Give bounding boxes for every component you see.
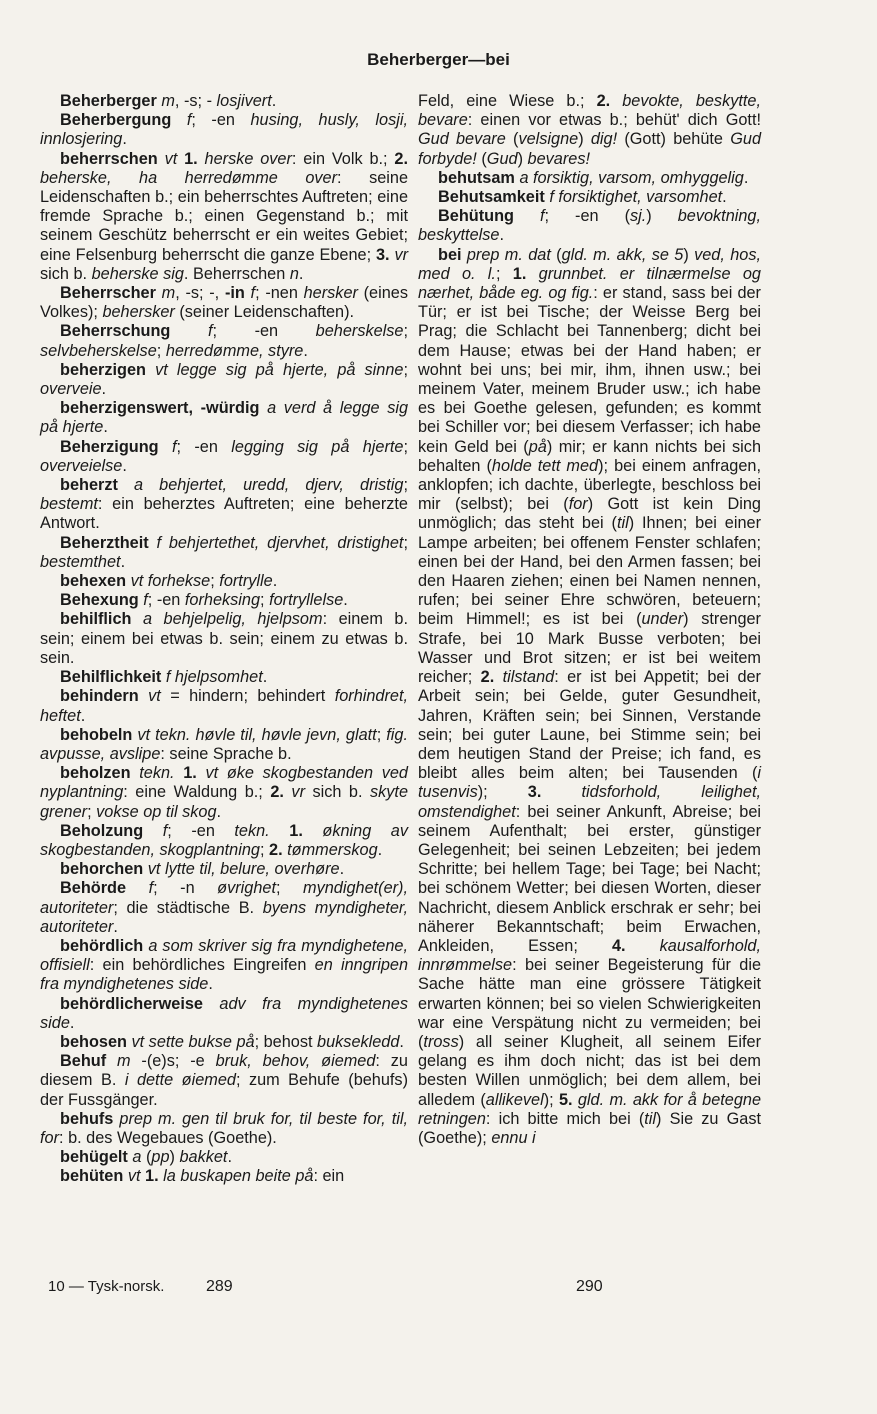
italic-gloss: gld. m. akk for å betegne retningen [418,1090,762,1128]
italic-gloss: overveielse [40,456,123,475]
entry-text: ( [141,1148,152,1167]
entry-text [126,879,149,897]
italic-gloss: f [148,879,154,898]
entry-text: ; [156,341,166,360]
headword: 2. [394,149,408,168]
headword: behördlich [60,936,144,955]
entry-text [514,207,540,225]
dictionary-entry [40,92,408,111]
italic-gloss: f [207,322,213,341]
dictionary-entry [40,150,408,284]
italic-gloss: a forsiktig, varsom, omhyggelig [519,168,744,187]
entry-text: : seine Sprache b. [160,744,292,763]
entry-text [175,764,184,782]
entry-text: ; [260,591,270,610]
italic-gloss: f [171,437,177,456]
entry-text: . [227,1148,232,1167]
entry-text: ) [683,245,695,264]
italic-gloss: m [116,1052,131,1071]
entry-text: : er ist bei Appetit; bei der Arbeit sein; bei Gelde, guter Gesundheit, Jahren, Kräften sein; bei Sinnen, Verstande sein; bei guter Laune, bei Stimme sein; bei dem heutigen Stand der Preise; ich fand, es bleibt alles beim alten; bei Tausenden ( [418,668,761,783]
italic-gloss: til [644,1109,657,1128]
entry-text [146,361,155,379]
headword: 2. [596,92,611,110]
italic-gloss: byens myndigheter, autoriteter [40,898,408,936]
italic-gloss: legging sig på hjerte [231,437,404,456]
entry-text: ); [477,783,528,802]
footer-signature: 10 — Tysk-norsk. [48,1278,165,1295]
dictionary-entry [418,246,761,1149]
entry-text: . [271,92,277,110]
entry-text: ) mir; er kann nichts bei sich behalten ( [418,437,761,475]
entry-text: . [743,168,749,187]
entry-text: ) [578,130,591,149]
italic-gloss: f [186,111,192,130]
entry-text: : eine Waldung b.; [123,783,271,802]
entry-text: (seiner Leidenschaften). [174,303,355,322]
entry-text: : bei seiner Begeisterung für die Sache hätte man eine grössere Tätigkeit erwarten können; bei so vielen Schwierigkeiten war eine Verspätung nicht zu vermeiden; bei ( [418,956,761,1051]
entry-text: sich b. [40,264,92,283]
headword: 4. [611,936,626,955]
entry-text: : seine Leidenschaften b.; ein beherrschtes Auftreten; eine fremde Sprache b.; einen Gegenstand b.; mit seinem Geschütz beherrscht er ein weites Gebiet; eine Felsenburg beherrscht die ganze Ebene; [40,168,408,264]
headword: Beherberger [60,92,157,110]
entry-text: . [399,1032,404,1051]
headword: Beherztheit [60,533,149,552]
entry-text: . [122,456,127,475]
headword: behosen [60,1032,127,1051]
entry-text [158,150,165,168]
italic-gloss: f [162,821,168,840]
headword: beherzigenswert, -würdig [60,399,260,418]
entry-text: : ein Volk b.; [291,149,395,168]
headword: 3. [527,783,542,802]
italic-gloss: i tusenvis [418,764,761,802]
italic-gloss: i dette øiemed [124,1071,236,1090]
italic-gloss: losjivert [216,92,272,110]
dictionary-entry [40,476,408,534]
entry-text: ( [505,130,519,149]
headword: behindern [60,687,139,706]
entry-text: ; [403,476,408,495]
italic-gloss: forheksing [184,591,261,610]
entry-text: ) [646,207,678,226]
running-head: Beherberger—bei [367,50,510,69]
entry-text [118,476,134,494]
italic-gloss: under [641,610,684,629]
italic-gloss: a som skriver sig fra myndighetene, offisiell [40,936,408,975]
entry-text: , -s; - [174,92,217,110]
italic-gloss: adv fra myndighetenes side [40,994,408,1032]
italic-gloss: på [528,437,547,456]
italic-gloss: behersker [102,303,175,322]
italic-gloss: allikevel [485,1090,544,1109]
dictionary-entry [40,995,408,1033]
headword: 2. [269,840,283,859]
entry-text: ) Ihnen; bei einer Lampe arbeiten; bei offenem Fenster schlafen; einen bei der Hand, bei den Armen fassen; bei den Haaren ziehen; einen bei Namen nennen, rufen; bei seiner Ehre schwören, beteuern; beim Himmel!; es ist bei ( [418,514,761,629]
italic-gloss: la buskapen beite på [163,1167,314,1186]
italic-gloss: vt tekn. høvle til, høvle jevn, glatt [137,725,377,744]
dictionary-entry [40,764,408,822]
italic-gloss: vt [148,687,161,706]
italic-gloss: a behjertet, uredd, djerv, dristig [134,476,404,495]
italic-gloss: vt øke skogbestanden ved nyplantning [40,764,408,802]
entry-text [610,92,622,110]
dictionary-entry [418,188,761,207]
italic-gloss: fortrylle [219,572,273,591]
entry-text: ; -nen [255,284,304,303]
headword: behorchen [60,860,144,879]
entry-text: ( [550,245,562,264]
entry-text: . [303,341,308,360]
entry-text: Feld, eine Wiese b.; [418,92,597,110]
entry-text [139,687,148,705]
headword: Beherzigung [60,437,159,456]
entry-text: ) Sie zu Gast (Goethe); [418,1109,761,1147]
headword: behobeln [60,725,133,744]
headword: behügelt [60,1148,128,1167]
italic-gloss: bestemthet [40,552,121,571]
entry-text: . [272,572,278,591]
italic-gloss: gld. m. akk, se 5 [561,245,684,264]
entry-text: . [208,975,213,994]
headword: Behutsamkeit [438,188,545,207]
headword: 5. [558,1090,573,1109]
italic-gloss: bestemt [40,495,98,514]
headword: Behütung [438,207,514,226]
headword: behutsam [438,168,515,187]
entry-text: : einen vor etwas b.; behüt' dich Gott! [467,111,761,130]
italic-gloss: herredømme, styre [165,341,304,360]
italic-gloss: forhindret, heftet [40,687,408,725]
entry-text: . [262,668,268,687]
headword: behufs [60,1109,114,1128]
dictionary-entry [40,399,408,437]
entry-text: ) [169,1148,180,1167]
entry-text [259,399,267,417]
entry-text: ; [403,322,408,341]
entry-text [626,937,660,955]
headword: Beherrscher [60,284,156,303]
italic-gloss: prep m. dat [466,245,551,264]
entry-text: ); bei einem anfragen, anklopfen; ich dachte, überlegte, beschloss bei mir (selbst); bei ( [418,456,761,514]
italic-gloss: øvrighet [217,879,276,898]
italic-gloss: bevoktning, beskyttelse [418,207,762,245]
entry-text: ; -en [167,821,235,840]
headword: bei [438,245,462,264]
italic-gloss: m [161,284,176,303]
italic-gloss: beherskelse [315,322,404,341]
dictionary-entry [40,284,408,322]
dictionary-entry [40,591,408,610]
dictionary-entry [418,92,761,169]
italic-gloss: tidsforhold, leilighet, omstendighet [418,783,762,821]
italic-gloss: a verd å legge sig på hjerte [40,399,409,437]
entry-text: ; -en [147,591,185,610]
headword: 1. [289,821,303,840]
italic-gloss: Gud bevare [418,130,506,149]
entry-text: ; [403,437,409,456]
italic-gloss: f forsiktighet, varsomhet [549,188,723,207]
dictionary-entry [40,860,408,879]
italic-gloss: bevokte, beskytte, bevare [418,92,761,130]
italic-gloss: pp [151,1148,170,1167]
entry-text: ; behost [254,1032,318,1051]
italic-gloss: overveie [40,380,102,399]
headword: behördlicherweise [60,994,203,1013]
italic-gloss: til [616,514,629,533]
entry-text: : ich bitte mich bei ( [485,1109,645,1128]
italic-gloss: bakket [179,1148,228,1167]
left-column [40,92,408,1187]
italic-gloss: bruk, behov, øiemed [215,1052,376,1071]
dictionary-entry [418,207,761,245]
entry-text: ; [495,264,513,283]
italic-gloss: a [132,1148,142,1167]
entry-text [170,322,208,340]
italic-gloss: vt forhekse [130,572,211,591]
headword: Beholzung [60,821,144,840]
headword: behexen [60,572,127,591]
italic-gloss: a behjelpelig, hjelpsom [142,610,323,629]
italic-gloss: grunnbet. er tilnærmelse og nærhet, både eg. og fig. [418,264,761,303]
headword: beherzt [60,476,118,495]
dictionary-entry [40,610,408,668]
entry-text: ; [87,802,97,821]
entry-text: . [101,380,107,399]
entry-text: . [120,552,126,571]
headword: Behuf [60,1052,107,1071]
italic-gloss: en inngripen fra myndighetenes side [40,956,408,994]
italic-gloss: myndighet(er), autoriteter [40,879,408,917]
italic-gloss: buksekledd [317,1032,400,1051]
headword: beherzigen [60,360,146,379]
italic-gloss: for [568,495,588,514]
dictionary-entry [40,726,408,764]
headword: 2. [480,668,495,687]
entry-text: . [103,418,108,437]
italic-gloss: tilstand [502,668,555,687]
entry-text [131,610,143,628]
italic-gloss: dig! [590,130,618,149]
right-page-number: 290 [576,1278,603,1295]
entry-text: : ein beherztes Auftreten; eine beherzte Antwort. [40,495,408,533]
headword: 1. [183,764,197,783]
italic-gloss: bevares! [527,149,590,168]
italic-gloss: holde tett med [491,456,599,475]
headword: beholzen [60,764,131,783]
entry-text: (Gott) behüte [617,130,731,149]
italic-gloss: vt [164,149,178,168]
entry-text [198,150,205,168]
dictionary-entry [40,438,408,476]
entry-text: . [69,1013,75,1032]
entry-text: . [80,706,86,725]
italic-gloss: vr [394,245,408,264]
headword: behilflich [60,610,132,629]
entry-text [171,111,187,129]
italic-gloss: tekn. [139,764,175,783]
italic-gloss: fortryllelse [269,591,344,610]
italic-gloss: sj. [630,207,647,226]
entry-text: . Beherrschen [183,264,290,283]
italic-gloss: beherske, ha herredømme over [40,168,338,187]
entry-text: ; -en [191,111,251,130]
italic-gloss: vt legge sig på hjerte, på sinne [155,360,404,379]
italic-gloss: vt sette bukse på [131,1032,255,1051]
italic-gloss: Gud [486,149,518,168]
entry-text: : zu diesem B. [40,1052,408,1090]
entry-text: . [722,188,727,207]
entry-text: ; [259,840,270,859]
entry-text: . [377,840,383,859]
entry-text [526,265,538,283]
dictionary-entry [40,1033,408,1052]
italic-gloss: skyte grener [40,783,409,821]
dictionary-entry [40,111,408,149]
entry-text: . [122,130,127,149]
dictionary-entry [40,534,408,572]
entry-text: . [216,802,222,821]
entry-text [203,995,219,1013]
entry-text: ; -en [212,322,316,341]
headword: 1. [145,1167,159,1186]
entry-text: ; -n [153,879,218,898]
entry-text: : b. des Wegebaues (Goethe). [59,1128,277,1147]
italic-gloss: ennu i [491,1128,536,1147]
italic-gloss: f behjertethet, djervhet, dristighet [156,533,404,552]
dictionary-entry [40,1052,408,1110]
italic-gloss: prep m. gen til bruk for, til beste for, til, for [40,1109,408,1147]
italic-gloss: Gud forbyde! [418,130,761,168]
italic-gloss: selvbeherskelse [40,341,157,360]
entry-text: . [343,591,348,610]
entry-text [159,438,172,456]
entry-text: ) [517,149,528,168]
dictionary-entry [40,1167,408,1186]
headword: 2. [270,783,284,802]
headword: behüten [60,1167,124,1186]
headword: Beherbergung [60,111,172,130]
entry-text: : bei seiner Ankunft, Abreise; bei seinem Aufenthalt; bei erster, günstiger Gelegenheit; bei seinen Lebzeiten; bei jedem Schritte; bei hellem Tage; bei Tage; bei Nacht; bei schönem Wetter; bei diesen Worten, dieser Nachricht, diesem Anblick erschrak er sehr; bei näherer Bekanntschaft; beim Erwachen, Ankleiden, Essen; [418,802,761,955]
entry-text: ( [476,149,487,168]
entry-text: : er stand, sass bei der Tür; er ist bei Tische; der Weisse Berg bei Prag; die Schlacht bei Tannenberg; dicht bei dem Hause; etwas bei der Hand haben; er wohnt bei uns; bei mir, ihm, ihnen usw.; bei meinem Vater, meinem Bruder usw.; ich habe es bei Goethe gelesen, gefunden; es kommt bei Schiller vor; bei diesem Verfasser; ich habe kein Geld bei ( [418,284,761,456]
right-column [418,92,761,1148]
headword: Behörde [60,879,127,898]
italic-gloss: fig. avpusse, avslipe [40,725,408,763]
italic-gloss: husing, husly, losji, innlosjering [40,111,408,149]
entry-text: ); [543,1090,559,1109]
entry-text: : ein behördliches Eingreifen [89,956,315,975]
entry-text: . [499,226,504,245]
italic-gloss: f hjelpsomhet [165,668,263,687]
italic-gloss: f [143,591,148,610]
headword: -in [224,284,245,303]
dictionary-entry [40,322,408,360]
entry-text: ; -en ( [544,207,631,226]
entry-text [106,1052,117,1070]
italic-gloss: kausalforhold, innrømmelse [418,936,761,975]
italic-gloss: herske over [204,149,292,168]
italic-gloss: f [250,284,256,303]
italic-gloss: n [289,264,299,283]
italic-gloss: tekn. [234,821,270,840]
italic-gloss: tømmerskog [287,840,378,859]
entry-text [270,822,290,840]
dictionary-entry [40,361,408,399]
headword: Behexung [60,591,139,610]
dictionary-entry [418,169,761,188]
headword: Beherrschung [60,322,171,341]
entry-text: (eines Volkes); [40,284,408,322]
dictionary-entry [40,1110,408,1148]
entry-text: ) Gott ist kein Ding unmöglich; das steht bei ( [418,495,761,533]
entry-text [494,668,502,686]
entry-text: ; [376,725,387,744]
entry-text: . [298,264,304,283]
entry-text: ; [275,879,304,898]
dictionary-entry [40,1148,408,1167]
italic-gloss: vt lytte til, belure, overhøre [147,860,340,879]
dictionary-entry [40,668,408,687]
entry-text [131,764,140,782]
entry-text: = hindern; behindert [160,687,335,706]
entry-text: ; die städtische B. [113,898,263,917]
italic-gloss: m [161,92,175,110]
entry-text: ; [210,572,220,591]
italic-gloss: f [539,207,545,226]
dictionary-entry [40,822,408,860]
headword: 3. [375,245,390,264]
entry-text: -(e)s; -e [130,1052,216,1071]
headword: 1. [184,149,198,168]
dictionary-entry [40,937,408,995]
entry-text [143,822,163,840]
entry-text [541,783,581,801]
dictionary-entry [40,572,408,591]
italic-gloss: vr [291,783,305,802]
entry-text: . [113,917,118,936]
italic-gloss: økning av skogbestanden, skogplantning [40,821,409,859]
entry-text: ; [403,360,408,379]
italic-gloss: vokse op til skog [96,802,217,821]
italic-gloss: tross [423,1032,459,1051]
entry-text: : ein [313,1167,345,1186]
entry-text: ) strenger Strafe, bei 10 Mark Busse verboten; bei Wasser und Brot sitzen; er ist bei weitem reicher; [418,610,761,687]
headword: 1. [512,264,527,283]
entry-text: sich b. [304,783,370,802]
dictionary-entry [40,687,408,725]
left-page-number: 289 [206,1278,233,1295]
italic-gloss: vt [127,1167,141,1186]
entry-text: : einem b. sein; einem bei etwas b. sein; einem zu etwas b. sein. [40,610,408,667]
entry-text: , -s; -, [175,284,225,303]
entry-text: . [339,860,345,879]
dictionary-entry [40,879,408,937]
italic-gloss: hersker [303,284,358,303]
italic-gloss: ved, hos, med o. l. [418,245,761,283]
entry-text: ; -en [176,437,232,456]
entry-text [303,822,323,840]
headword: beherrschen [60,149,158,168]
italic-gloss: velsigne [518,130,579,149]
entry-text: ) all seiner Klugheit, all seinem Eifer gelang es ihm doch nicht; das ist bei dem besten Willen unmöglich; bei dem allem, bei alledem ( [418,1032,761,1109]
entry-text: ; zum Behufe (behufs) der Fussgänger. [40,1071,408,1109]
headword: Behilflichkeit [60,668,162,687]
entry-text: ; [403,533,408,552]
italic-gloss: beherske sig [91,264,184,283]
